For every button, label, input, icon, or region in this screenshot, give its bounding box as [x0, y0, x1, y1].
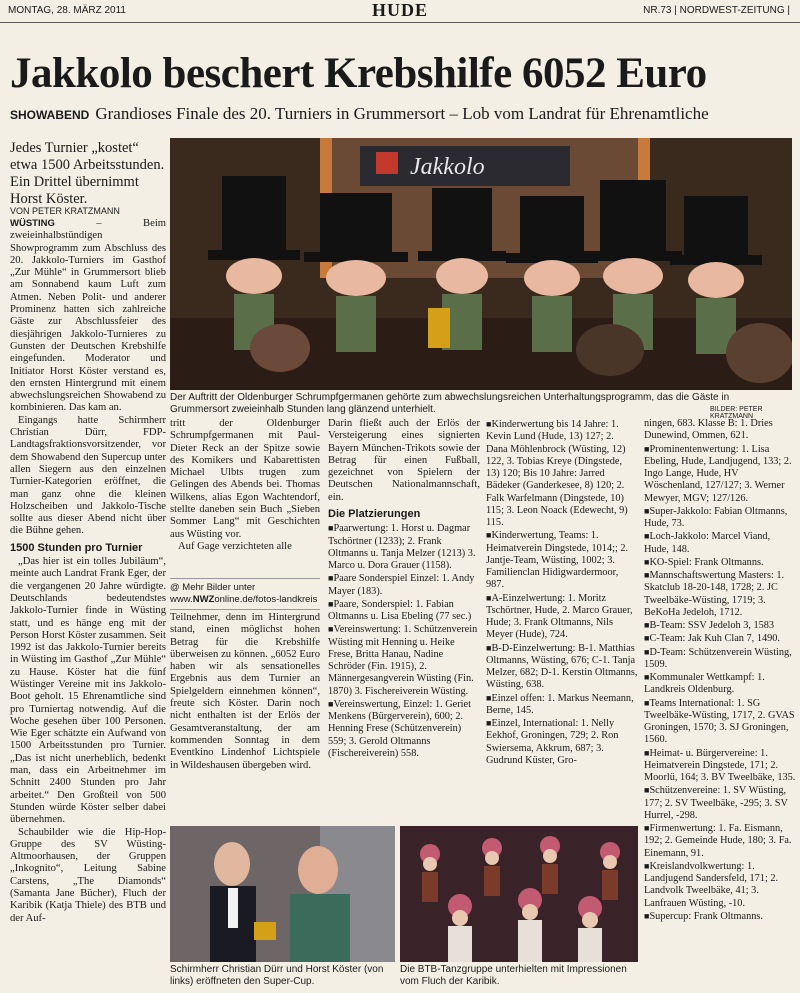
- col1-paragraph-3: „Das hier ist ein tolles Jubiläum“, meinte auch Landrat Frank Eger, der die vergangenen 20 Jahre würdigte. Deutschlands bedeutendstes Jakkolo-Turnier finde in Wüsting statt, und es hänge eng mit der Person Horst Köster zusammen. Seit 1992 ist das Jakkolo-Turnier bereits in Wüsting im Gasthof „Zur Mühle“ zu Hause. Köster hat die fünf Wüstinger Vereine mit ins Jakkolo-Boot geholt. 15 Ehrenamtliche sind pro Turniertag notwendig. Auf die Woche gesehen über 100 Personen. Wie Eger schätzte ein Aufwand von 1500 Arbeitsstunden pro Turnier. „Das ist nicht unerheblich, bedenkt man, dass ein Arbeitnehmer im Schnitt 2400 Stunden pro Jahr arbeitet.“ Den Großteil von 500 Stunden würde Köster selber dabei übernehmen.: [10, 556, 166, 826]
- intro-text: Jedes Turnier „kostet“ etwa 1500 Arbeitsstunden. Ein Drittel übernimmt Horst Köster.: [10, 140, 165, 207]
- col2-paragraph-2: Auf Gage verzichteten alle: [178, 540, 292, 552]
- result-text: Vereinswertung: 1. Schützenverein Wüsting mit Henning u. Heike Frese, Britta Hanau, Nadine Schröder (Fin. 1915), 2. Männergesangverein Wüsting (Fin. 1870) 3. Fischereiverein Wüsting.: [328, 624, 478, 697]
- photo-credit: BILDER: PETER KRATZMANN: [710, 406, 763, 420]
- bullet-square-icon: ■: [644, 505, 650, 516]
- bullet-square-icon: ■: [644, 785, 650, 796]
- result-entry: [644, 646, 796, 672]
- web-link-box[interactable]: [170, 578, 320, 610]
- result-entry: [486, 418, 638, 529]
- results-list-4: [486, 418, 638, 767]
- result-entry: [486, 592, 638, 642]
- dateline: WÜSTING: [10, 218, 55, 229]
- result-text: Mannschaftswertung Masters: 1. Skatclub 18-20-148, 1728; 2. JC Tweelbäke-Wüsting, 1719; 3. BeKoHa Jedeloh, 1712.: [644, 570, 785, 618]
- result-entry: [328, 598, 480, 624]
- stage-sign-text: Jakkolo: [410, 154, 485, 180]
- result-text: Vereinswertung, Einzel: 1. Geriet Menkens (Bürgerverein), 600; 2. Henning Frese (Schützenverein) 559; 3. Gerold Oltmanns (Fischereiverein) 558.: [328, 698, 471, 759]
- result-text: KO-Spiel: Frank Oltmanns.: [649, 556, 764, 568]
- result-entry: [644, 632, 796, 645]
- byline: VON PETER KRATZMANN: [10, 206, 120, 216]
- bullet-square-icon: ■: [644, 556, 650, 567]
- col1-paragraph-2: Eingangs hatte Schirmherr Christian Dürr, FDP-Landtagsfraktionsvorsitzender, vor dem Showabend den Supercup unter allen Siegern aus den einzelnen Turnier-Kategorien eröffnet, die man ganz ohne die kleinen Holzscheiben und Jakkolo-Tische sollte aus dieser Abend nicht über die Bühne gehen.: [10, 414, 166, 537]
- result-text: Paarwertung: 1. Horst u. Dagmar Tschörtner (1233); 2. Frank Oltmanns u. Tanja Melzer (1213) 3. Marco u. Dora Grauer (1158).: [328, 523, 476, 572]
- result-text: C-Team: Jak Kuh Clan 7, 1490.: [649, 633, 780, 645]
- result-entry: [644, 910, 796, 923]
- bullet-square-icon: ■: [328, 523, 334, 534]
- bullet-square-icon: ■: [328, 698, 334, 709]
- result-entry: [328, 623, 480, 698]
- page-header: [0, 0, 800, 23]
- result-text: Einzel, International: 1. Nelly Eekhof, Groningen, 729; 2. Ron Swiersema, Akkrum, 687; 3. Gudrund Küster, Gro-: [486, 718, 619, 766]
- bullet-square-icon: ■: [644, 672, 650, 682]
- result-text: Kommunaler Wettkampf: 1. Landkreis Oldenburg.: [644, 672, 765, 696]
- result-entry: [644, 619, 796, 632]
- results-column-5: [644, 418, 796, 993]
- bullet-square-icon: ■: [644, 697, 650, 708]
- bullet-square-icon: ■: [644, 910, 650, 921]
- bullet-square-icon: ■: [644, 860, 650, 871]
- result-text: Kinderwertung bis 14 Jahre: 1. Kevin Lund (Hude, 13) 127; 2. Dana Möhlenbrock (Wüsting, 12) 122, 3. Tobias Kreye (Dingstede, 13) 120; Bis 10 Jahre: Jarred Bädeker (Ganderkesee, 8) 120; 2. Falk Warfelmann (Dingstede, 10) 115; 3. Leon Noack (Edewecht, 9) 115.: [486, 419, 628, 528]
- main-photo-caption: Der Auftritt der Oldenburger Schrumpfgermanen gehörte zum abwechslungsreichen Unterhaltungsprogramm, das die Gäste in Grummersort zweieinhalb Stunden lang glänzend unterhielt.: [170, 392, 730, 415]
- result-entry: [328, 698, 480, 760]
- result-entry: [644, 556, 796, 569]
- subheadline-row: [10, 104, 709, 124]
- subheadline: Grandioses Finale des 20. Turniers in Grummersort – Lob vom Landrat für Ehrenamtliche: [95, 104, 709, 123]
- bullet-square-icon: ■: [644, 633, 650, 644]
- result-text: B-Team: SSV Jedeloh 3, 1583: [649, 620, 775, 631]
- photo-btb-dance-group: [400, 826, 638, 962]
- photo-btb-dance-illustration: [400, 826, 638, 962]
- result-entry: [644, 697, 796, 747]
- result-text: Schützenvereine: 1. SV Wüsting, 177; 2. SV Tweelbäke, -295; 3. SV Hurrel, -298.: [644, 785, 788, 821]
- bullet-square-icon: ■: [644, 620, 650, 630]
- placements-heading: Die Platzierungen: [328, 508, 421, 521]
- result-entry: [486, 717, 638, 767]
- web-link-nwz: NWZ: [192, 594, 215, 605]
- results-col5-lead: ningen, 683. Klasse B: 1. Dries Dunewind, Ommen, 621.: [644, 418, 773, 442]
- photo-duerr-koester-illustration: [170, 826, 395, 962]
- bullet-square-icon: ■: [328, 624, 334, 635]
- col2-paragraph-3: Teilnehmer, denn im Hintergrund stand, einen möglichst hohen Betrag für die Krebshilfe überweisen zu können. „6052 Euro haben wir als sensationelles Ergebnis aus dem Turnier an Spielgeldern einnehmen können“, freute sich Köster. Darin noch nicht enthalten ist der Erlös der Gesamtveranstaltung, der am kommenden Sonntag in dem Eventkino Lindenhof Lichtspiele in Wildeshausen übergeben wird.: [170, 612, 320, 771]
- results-column-4: [486, 418, 638, 823]
- issue-date: MONTAG, 28. MÄRZ 2011: [8, 5, 126, 16]
- col1-subheading: 1500 Stunden pro Turnier: [10, 541, 143, 554]
- article-column-1: [10, 218, 166, 993]
- result-entry: [644, 530, 796, 556]
- bullet-square-icon: ■: [644, 823, 650, 833]
- left-photo-caption: Schirmherr Christian Dürr und Horst Köster (von links) eröffneten den Super-Cup.: [170, 964, 384, 987]
- article-column-3: [328, 418, 480, 823]
- web-link-suffix: online.de/fotos-landkreis: [214, 594, 318, 605]
- results-column-3: [328, 522, 480, 760]
- result-entry: [644, 443, 796, 505]
- result-text: Einzel offen: 1. Markus Neemann, Berne, 145.: [486, 692, 634, 716]
- bullet-square-icon: ■: [486, 642, 492, 653]
- result-entry: [644, 747, 796, 785]
- col1-paragraph-4: Schaubilder wie die Hip-Hop-Gruppe des SV Wüsting-Altmoorhausen, der Gruppen „Inkognito“, Leitung Sabine Carstens, „The Diamonds“ (Samanta Jane Bücher), Fluch der Karibik (Katja Thiele) des BTB und der Auf-: [10, 826, 166, 924]
- result-entry: [328, 522, 480, 572]
- result-entry: [644, 569, 796, 619]
- headline: Jakkolo beschert Krebshilfe 6052 Euro: [10, 50, 707, 97]
- result-entry: [644, 784, 796, 822]
- main-photo-schrumpfgermanen: [170, 138, 792, 390]
- result-text: Paare Sonderspiel Einzel: 1. Andy Mayer (183).: [328, 573, 475, 597]
- result-text: Prominentenwertung: 1. Lisa Ebeling, Hude, Landjugend, 133; 2. Ingo Lange, Hude, HV Wöschenland, 127/127; 3. Werner Mewyer, MGV; 127/126.: [644, 443, 792, 504]
- bullet-square-icon: ■: [486, 592, 492, 603]
- results-list-5: [644, 443, 796, 924]
- bullet-square-icon: ■: [486, 530, 492, 541]
- paper-name: NR.73 | NORDWEST-ZEITUNG |: [643, 5, 790, 16]
- result-entry: [644, 505, 796, 531]
- bullet-square-icon: ■: [486, 718, 492, 728]
- right-photo-caption: Die BTB-Tanzgruppe unterhielten mit Impressionen vom Fluch der Karibik.: [400, 964, 627, 987]
- section-title: HUDE: [371, 0, 428, 20]
- col2-paragraph-1: tritt der Oldenburger Schrumpfgermanen mit Paul-Dieter Reck an der Spitze sowie des Komikers und Kabarettisten Michael Ulbts trugen zum Gelingen des Abends bei. Thomas Wilkens, alias Egon Wachtendorf, stellte daneben sein Buch „Sieben Sommer Lang“ mit Geschichten aus Wüsting vor.: [170, 418, 320, 540]
- bullet-square-icon: ■: [486, 692, 492, 703]
- bullet-square-icon: ■: [328, 573, 334, 584]
- col3-paragraph-1: Darin fließt auch der Erlös der Versteigerung eines signierten Bayern München-Trikots sowie der Betrag für einen Fußball, gezeichnet von Spielern der Deutschen Nationalmannschaft, ein.: [328, 418, 480, 503]
- result-text: Firmenwertung: 1. Fa. Eismann, 192; 2. Gemeinde Hude, 180; 3. Fa. Einemann, 91.: [644, 823, 792, 859]
- result-text: Supercup: Frank Oltmanns.: [649, 910, 763, 922]
- bullet-square-icon: ■: [644, 646, 650, 657]
- result-text: Kreislandvolkwertung: 1. Landjugend Sandersfeld, 171; 2. Landvolk Tweelbäke, 41; 3. Lanfrauen Wüsting, -10.: [644, 860, 779, 909]
- result-text: Super-Jakkolo: Fabian Oltmanns, Hude, 73.: [644, 505, 788, 529]
- kicker: SHOWABEND: [10, 108, 90, 122]
- result-text: B-D-Einzelwertung: B-1. Matthias Oltmanns, Wüsting, 676; C-1. Tanja Melzer, 682; D-1. Kerstin Oltmanns, Wüsting, 638.: [486, 642, 638, 691]
- result-text: Kinderwertung, Teams: 1. Heimatverein Dingstede, 1014;; 2. Jantje-Team, Wüsting, 1002; 3. Familienclan Hidigwardermoor, 987.: [486, 530, 629, 591]
- article-column-2-top: [170, 418, 320, 573]
- bullet-square-icon: ■: [644, 443, 650, 454]
- result-text: Loch-Jakkolo: Marcel Viand, Hude, 148.: [644, 531, 771, 555]
- result-entry: [328, 572, 480, 598]
- stage-illustration: [170, 138, 792, 390]
- bullet-square-icon: ■: [644, 531, 650, 542]
- bullet-square-icon: ■: [328, 598, 334, 609]
- bullet-square-icon: ■: [486, 419, 492, 429]
- article-column-2-bottom: [170, 612, 320, 817]
- bullet-square-icon: ■: [644, 570, 650, 580]
- result-entry: [644, 860, 796, 910]
- result-text: Teams International: 1. SG Tweelbäke-Wüsting, 1717, 2. GVAS Groningen, 1570; 3. SJ Groningen, 1560.: [644, 697, 795, 746]
- result-text: D-Team: Schützenverein Wüsting, 1509.: [644, 646, 792, 670]
- col1-paragraph-1: – Beim zweieinhalbstündigen Showprogramm zum Abschluss des 20. Jakkolo-Turniers im Gasthof „Zur Mühle“ in Grummersort blieb am Sonnabend kaum Luft zum Atmen. Neben Polit- und anderer Prominenz hatten sich zahlreiche Gäste zur Abschlussfeier des diesjährigen Jakkolo-Turnieres zu Gunsten der Deutschen Krebshilfe eingefunden. Moderator und Initiator Horst Köster verstand es, den ernsten Hintergrund mit einem abwechslungsreichen Showabend zu kombinieren. Das kam an.: [10, 218, 166, 414]
- photo-duerr-koester: [170, 826, 395, 962]
- bullet-square-icon: ■: [644, 747, 650, 758]
- web-link-prefix: @ Mehr Bilder unter www.: [170, 582, 256, 605]
- result-entry: [486, 529, 638, 591]
- result-text: Heimat- u. Bürgervereine: 1. Heimatverein Dingstede, 171; 2. Moorlü, 164; 3. BV Tweelbäke, 135.: [644, 747, 796, 783]
- result-entry: [644, 822, 796, 860]
- result-entry: [644, 671, 796, 697]
- result-entry: [486, 692, 638, 718]
- result-entry: [486, 642, 638, 692]
- result-text: A-Einzelwertung: 1. Moritz Tschörtner, Hude, 2. Marco Grauer, Hude; 3. Frank Oltmanns, Nils Meyer (Hude), 724.: [486, 592, 633, 641]
- result-text: Paare, Sonderspiel: 1. Fabian Oltmanns u. Lisa Ebeling (77 sec.): [328, 598, 472, 623]
